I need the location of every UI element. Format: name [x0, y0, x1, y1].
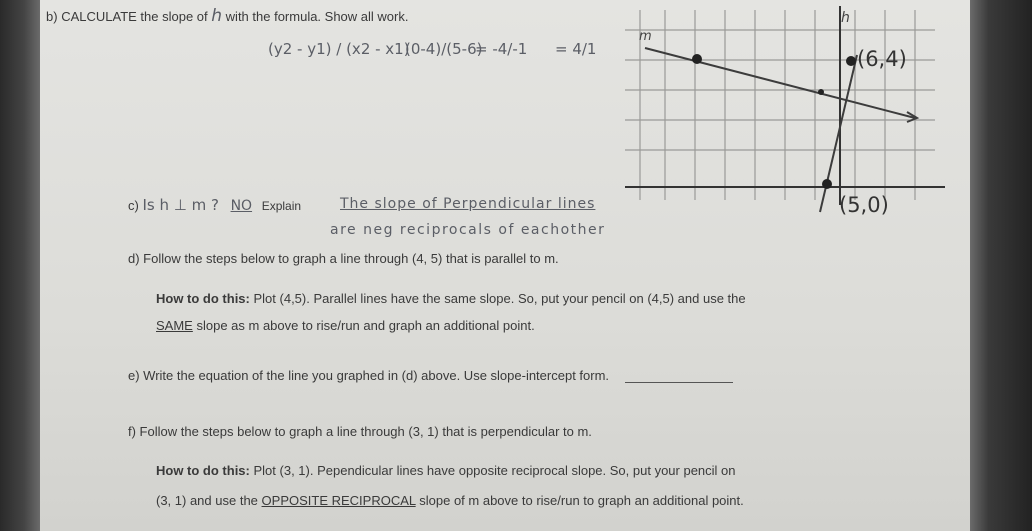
point-5-0: [822, 179, 832, 189]
point-label-5-0: (5,0): [839, 193, 889, 217]
part-f-instructions: [156, 463, 736, 478]
part-d-how-text: Plot (4,5). Parallel lines have the same slope. So, put your pencil on (4,5) and use the: [253, 291, 746, 306]
part-c-question: Is h ⊥ m ?: [142, 196, 219, 214]
part-b-text: CALCULATE the slope of: [61, 9, 208, 24]
part-f-prompt: f) Follow the steps below to graph a line through (3, 1) that is perpendicular to m.: [128, 424, 592, 439]
part-c-answer: NO: [230, 198, 253, 214]
slope-work-2: = -4/-1: [475, 40, 528, 58]
part-e-text: e) Write the equation of the line you graphed in (d) above. Use slope-intercept form.: [128, 368, 610, 383]
explain-label: Explain: [261, 199, 302, 213]
slope-work-1: (0-4)/(5-6): [405, 40, 483, 58]
point-on-m-2: [818, 89, 824, 95]
part-f-how-text-2a: (3, 1) and use the: [156, 493, 258, 508]
part-f-how-label: How to do this:: [156, 463, 250, 478]
part-c-label: c): [128, 198, 139, 213]
graph-label-m: m: [639, 29, 652, 44]
line-h-symbol: h: [211, 6, 223, 26]
part-d-how-label: How to do this:: [156, 291, 250, 306]
binder-right: [970, 0, 1032, 531]
point-label-6-4: (6,4): [857, 47, 907, 71]
answer-blank[interactable]: [625, 370, 733, 383]
same-emphasis: SAME: [156, 318, 193, 333]
part-f-how-text-2b: slope of m above to rise/run to graph an additional point.: [419, 493, 744, 508]
binder-left: [0, 0, 40, 531]
part-b-prompt: [46, 6, 408, 26]
part-d-how-text-2: slope as m above to rise/run and graph an additional point.: [196, 318, 535, 333]
graph-label-h: h: [841, 10, 850, 26]
explanation-line-2: are neg reciprocals of eachother: [330, 222, 606, 238]
part-f-how-text: Plot (3, 1). Pependicular lines have opposite reciprocal slope. So, put your pencil on: [253, 463, 736, 478]
part-b-text-2: with the formula. Show all work.: [225, 9, 409, 24]
explanation-line-1: The slope of Perpendicular lines: [340, 196, 596, 212]
slope-work-3: = 4/1: [555, 40, 597, 58]
part-d-prompt: d) Follow the steps below to graph a line through (4, 5) that is parallel to m.: [128, 251, 559, 266]
part-f-instructions-2: [156, 493, 744, 508]
part-c-prompt: [128, 196, 301, 214]
coordinate-grid: [615, 0, 970, 220]
part-d-instructions: [156, 291, 746, 306]
part-b-label: b): [46, 9, 58, 24]
opposite-reciprocal-emphasis: OPPOSITE RECIPROCAL: [261, 493, 416, 508]
part-d-instructions-2: [156, 318, 535, 333]
slope-formula: (y2 - y1) / (x2 - x1): [268, 40, 410, 58]
point-on-m: [692, 54, 702, 64]
part-e-prompt: [128, 368, 733, 383]
point-6-4: [846, 56, 856, 66]
